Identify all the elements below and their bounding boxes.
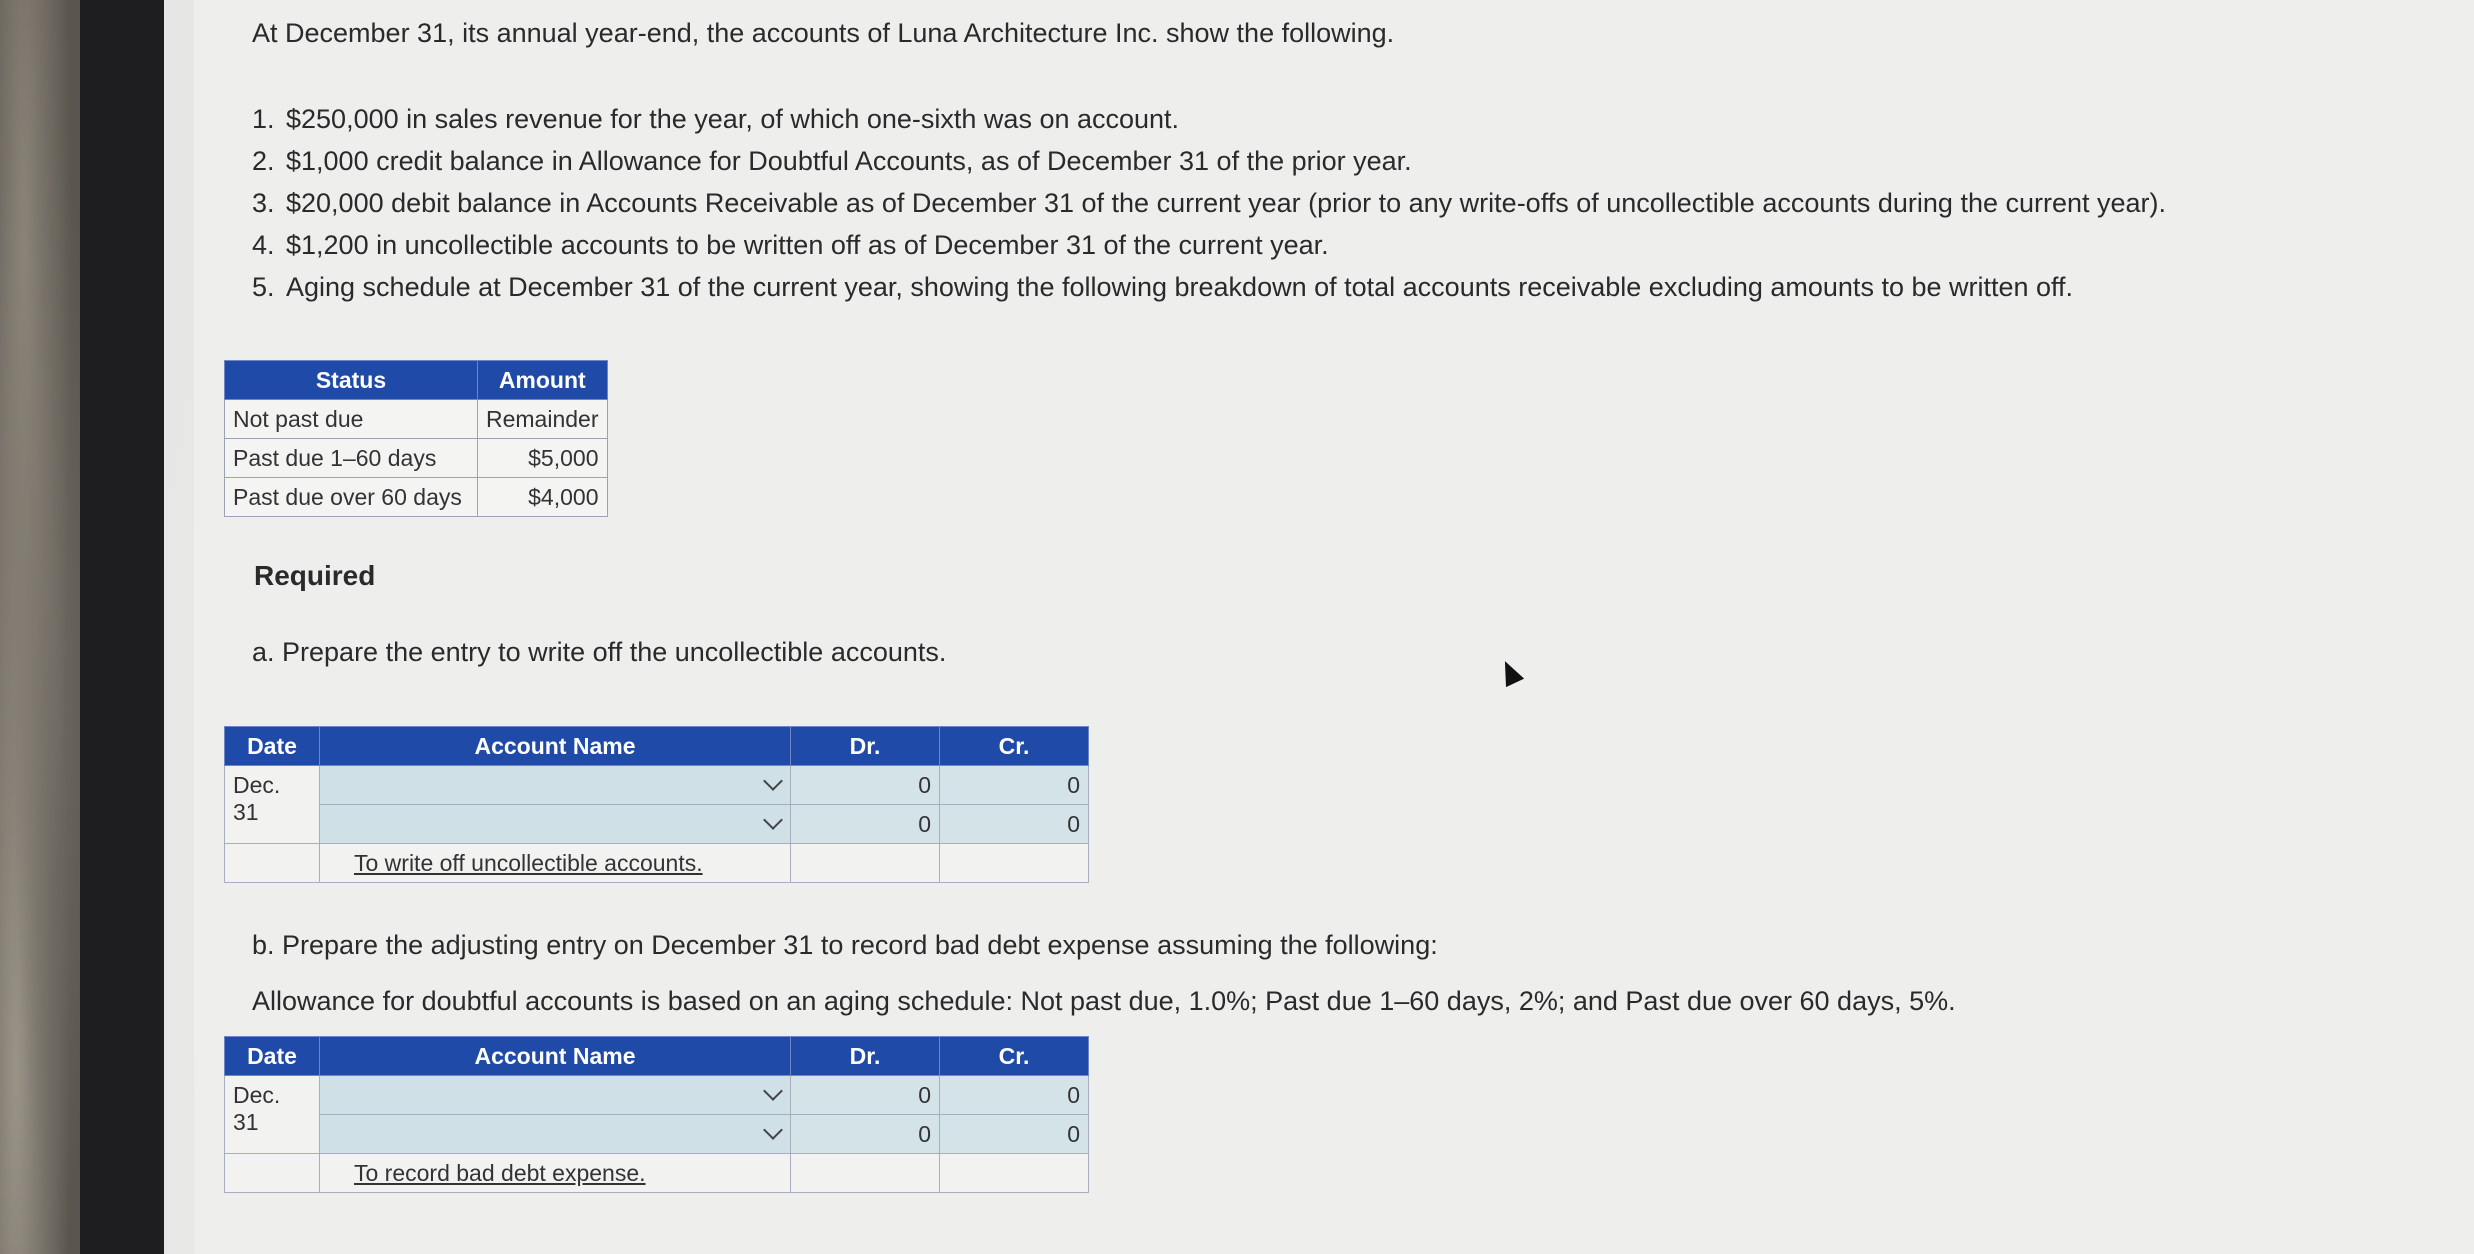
journal-row <box>225 805 1089 844</box>
problem-sheet <box>194 0 2474 1254</box>
part-b-assumption: Allowance for doubtful accounts is based on an aging schedule: Not past due, 1.0%; Past due 1–60 days, 2%; and Past due over 60 days, 5%. <box>252 986 1956 1016</box>
memo-row <box>225 844 1089 883</box>
credit-header: Cr. <box>940 727 1089 766</box>
amount-cell: $5,000 <box>478 439 608 478</box>
debit-header: Dr. <box>791 1037 940 1076</box>
credit-input[interactable]: 0 <box>940 766 1089 805</box>
debit-input[interactable]: 0 <box>791 1076 940 1115</box>
credit-input[interactable]: 0 <box>940 1076 1089 1115</box>
account-select[interactable] <box>320 766 791 805</box>
blank-cell <box>940 844 1089 883</box>
date-cell: Dec. 31 <box>225 1076 320 1154</box>
fact-item: 3. $20,000 debit balance in Accounts Receivable as of December 31 of the current year (prior to any write-offs of uncollectible accounts during the current year). <box>282 182 2166 224</box>
aging-schedule-table <box>224 360 608 517</box>
account-select[interactable] <box>320 1076 791 1115</box>
blank-cell <box>940 1154 1089 1193</box>
table-row <box>225 478 608 517</box>
credit-header: Cr. <box>940 1037 1089 1076</box>
account-select[interactable] <box>320 1115 791 1154</box>
memo-row <box>225 1154 1089 1193</box>
amount-cell: Remainder <box>478 400 608 439</box>
date-header: Date <box>225 727 320 766</box>
status-cell: Past due 1–60 days <box>225 439 478 478</box>
credit-input[interactable]: 0 <box>940 1115 1089 1154</box>
account-name-header: Account Name <box>320 727 791 766</box>
account-select[interactable] <box>320 805 791 844</box>
fact-item: 5. Aging schedule at December 31 of the current year, showing the following breakdown of total accounts receivable excluding amounts to be written off. <box>282 266 2166 308</box>
table-row <box>225 439 608 478</box>
desk-background <box>0 0 80 1254</box>
mouse-cursor-icon <box>1496 657 1524 687</box>
journal-row <box>225 1076 1089 1115</box>
required-heading: Required <box>254 560 376 591</box>
journal-table-a <box>224 726 1089 883</box>
part-a-question: a. Prepare the entry to write off the uncollectible accounts. <box>252 637 947 667</box>
fact-item: 4. $1,200 in uncollectible accounts to be written off as of December 31 of the current year. <box>282 224 2166 266</box>
chevron-down-icon[interactable] <box>763 1120 783 1140</box>
status-header: Status <box>225 361 478 400</box>
amount-cell: $4,000 <box>478 478 608 517</box>
amount-header: Amount <box>478 361 608 400</box>
debit-input[interactable]: 0 <box>791 805 940 844</box>
memo-text: To record bad debt expense. <box>354 1159 646 1186</box>
status-cell: Past due over 60 days <box>225 478 478 517</box>
debit-input[interactable]: 0 <box>791 766 940 805</box>
problem-intro: At December 31, its annual year-end, the accounts of Luna Architecture Inc. show the following. <box>252 18 1395 48</box>
debit-header: Dr. <box>791 727 940 766</box>
journal-table-b <box>224 1036 1089 1193</box>
journal-row <box>225 766 1089 805</box>
journal-row <box>225 1115 1089 1154</box>
blank-cell <box>791 844 940 883</box>
table-row <box>225 400 608 439</box>
blank-cell <box>225 844 320 883</box>
screen <box>164 0 2474 1254</box>
blank-cell <box>225 1154 320 1193</box>
date-cell: Dec. 31 <box>225 766 320 844</box>
date-header: Date <box>225 1037 320 1076</box>
chevron-down-icon[interactable] <box>763 771 783 791</box>
credit-input[interactable]: 0 <box>940 805 1089 844</box>
memo-cell <box>320 844 791 883</box>
status-cell: Not past due <box>225 400 478 439</box>
account-name-header: Account Name <box>320 1037 791 1076</box>
chevron-down-icon[interactable] <box>763 1081 783 1101</box>
debit-input[interactable]: 0 <box>791 1115 940 1154</box>
part-b-question: b. Prepare the adjusting entry on December 31 to record bad debt expense assuming the following: <box>252 930 1438 960</box>
facts-list <box>252 98 2166 308</box>
fact-item: 2. $1,000 credit balance in Allowance for Doubtful Accounts, as of December 31 of the prior year. <box>282 140 2166 182</box>
memo-cell <box>320 1154 791 1193</box>
chevron-down-icon[interactable] <box>763 810 783 830</box>
blank-cell <box>791 1154 940 1193</box>
monitor-bezel <box>80 0 164 1254</box>
memo-text: To write off uncollectible accounts. <box>354 849 703 876</box>
fact-item: 1. $250,000 in sales revenue for the year, of which one-sixth was on account. <box>282 98 2166 140</box>
